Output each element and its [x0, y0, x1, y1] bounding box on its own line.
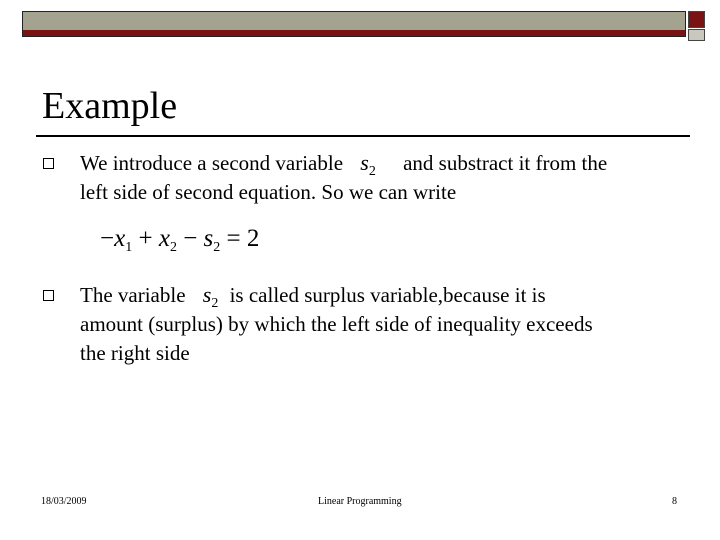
- bullet-1-text-after: and substract it from the: [403, 151, 608, 175]
- slide-title: Example: [42, 85, 178, 127]
- equation: [100, 224, 259, 263]
- equation-x1: x: [114, 225, 126, 252]
- bullet-1-line-2: left side of second equation. So we can write: [80, 180, 457, 204]
- equation-x1-subscript: 1: [125, 240, 133, 255]
- equation-plus: +: [138, 225, 153, 252]
- footer-date: 18/03/2009: [41, 496, 87, 507]
- variable-subscript: 2: [211, 296, 219, 311]
- bullet-2-text-after: is called surplus variable,because it is: [229, 283, 546, 307]
- bullet-marker-1: [43, 158, 54, 169]
- equation-rhs: 2: [246, 225, 260, 252]
- equation-equals: =: [226, 225, 241, 252]
- bullet-marker-2: [43, 290, 54, 301]
- bullet-2-line-2: amount (surplus) by which the left side of inequality exceeds: [80, 312, 593, 336]
- title-rule: [36, 135, 690, 137]
- header-corner-box-gray: [688, 29, 705, 41]
- header-bar: [22, 11, 686, 37]
- variable-subscript: 2: [368, 164, 376, 179]
- equation-s2: s: [203, 225, 214, 252]
- footer-page-number: 8: [672, 496, 677, 507]
- equation-x2: x: [158, 225, 170, 252]
- footer-title: Linear Programming: [318, 496, 402, 507]
- header-bar-accent: [23, 30, 685, 36]
- bullet-1-text-before: We introduce a second variable: [80, 151, 344, 175]
- equation-s2-subscript: 2: [213, 240, 221, 255]
- equation-x2-subscript: 2: [169, 240, 177, 255]
- variable-symbol: s: [202, 282, 212, 307]
- bullet-2-line-3: the right side: [80, 341, 190, 365]
- variable-symbol: s: [360, 150, 369, 175]
- equation-minus-1: −: [100, 225, 115, 252]
- bullet-2-text-before: The variable: [80, 283, 186, 307]
- equation-minus-2: −: [183, 225, 198, 252]
- header-corner-box-red: [688, 11, 705, 28]
